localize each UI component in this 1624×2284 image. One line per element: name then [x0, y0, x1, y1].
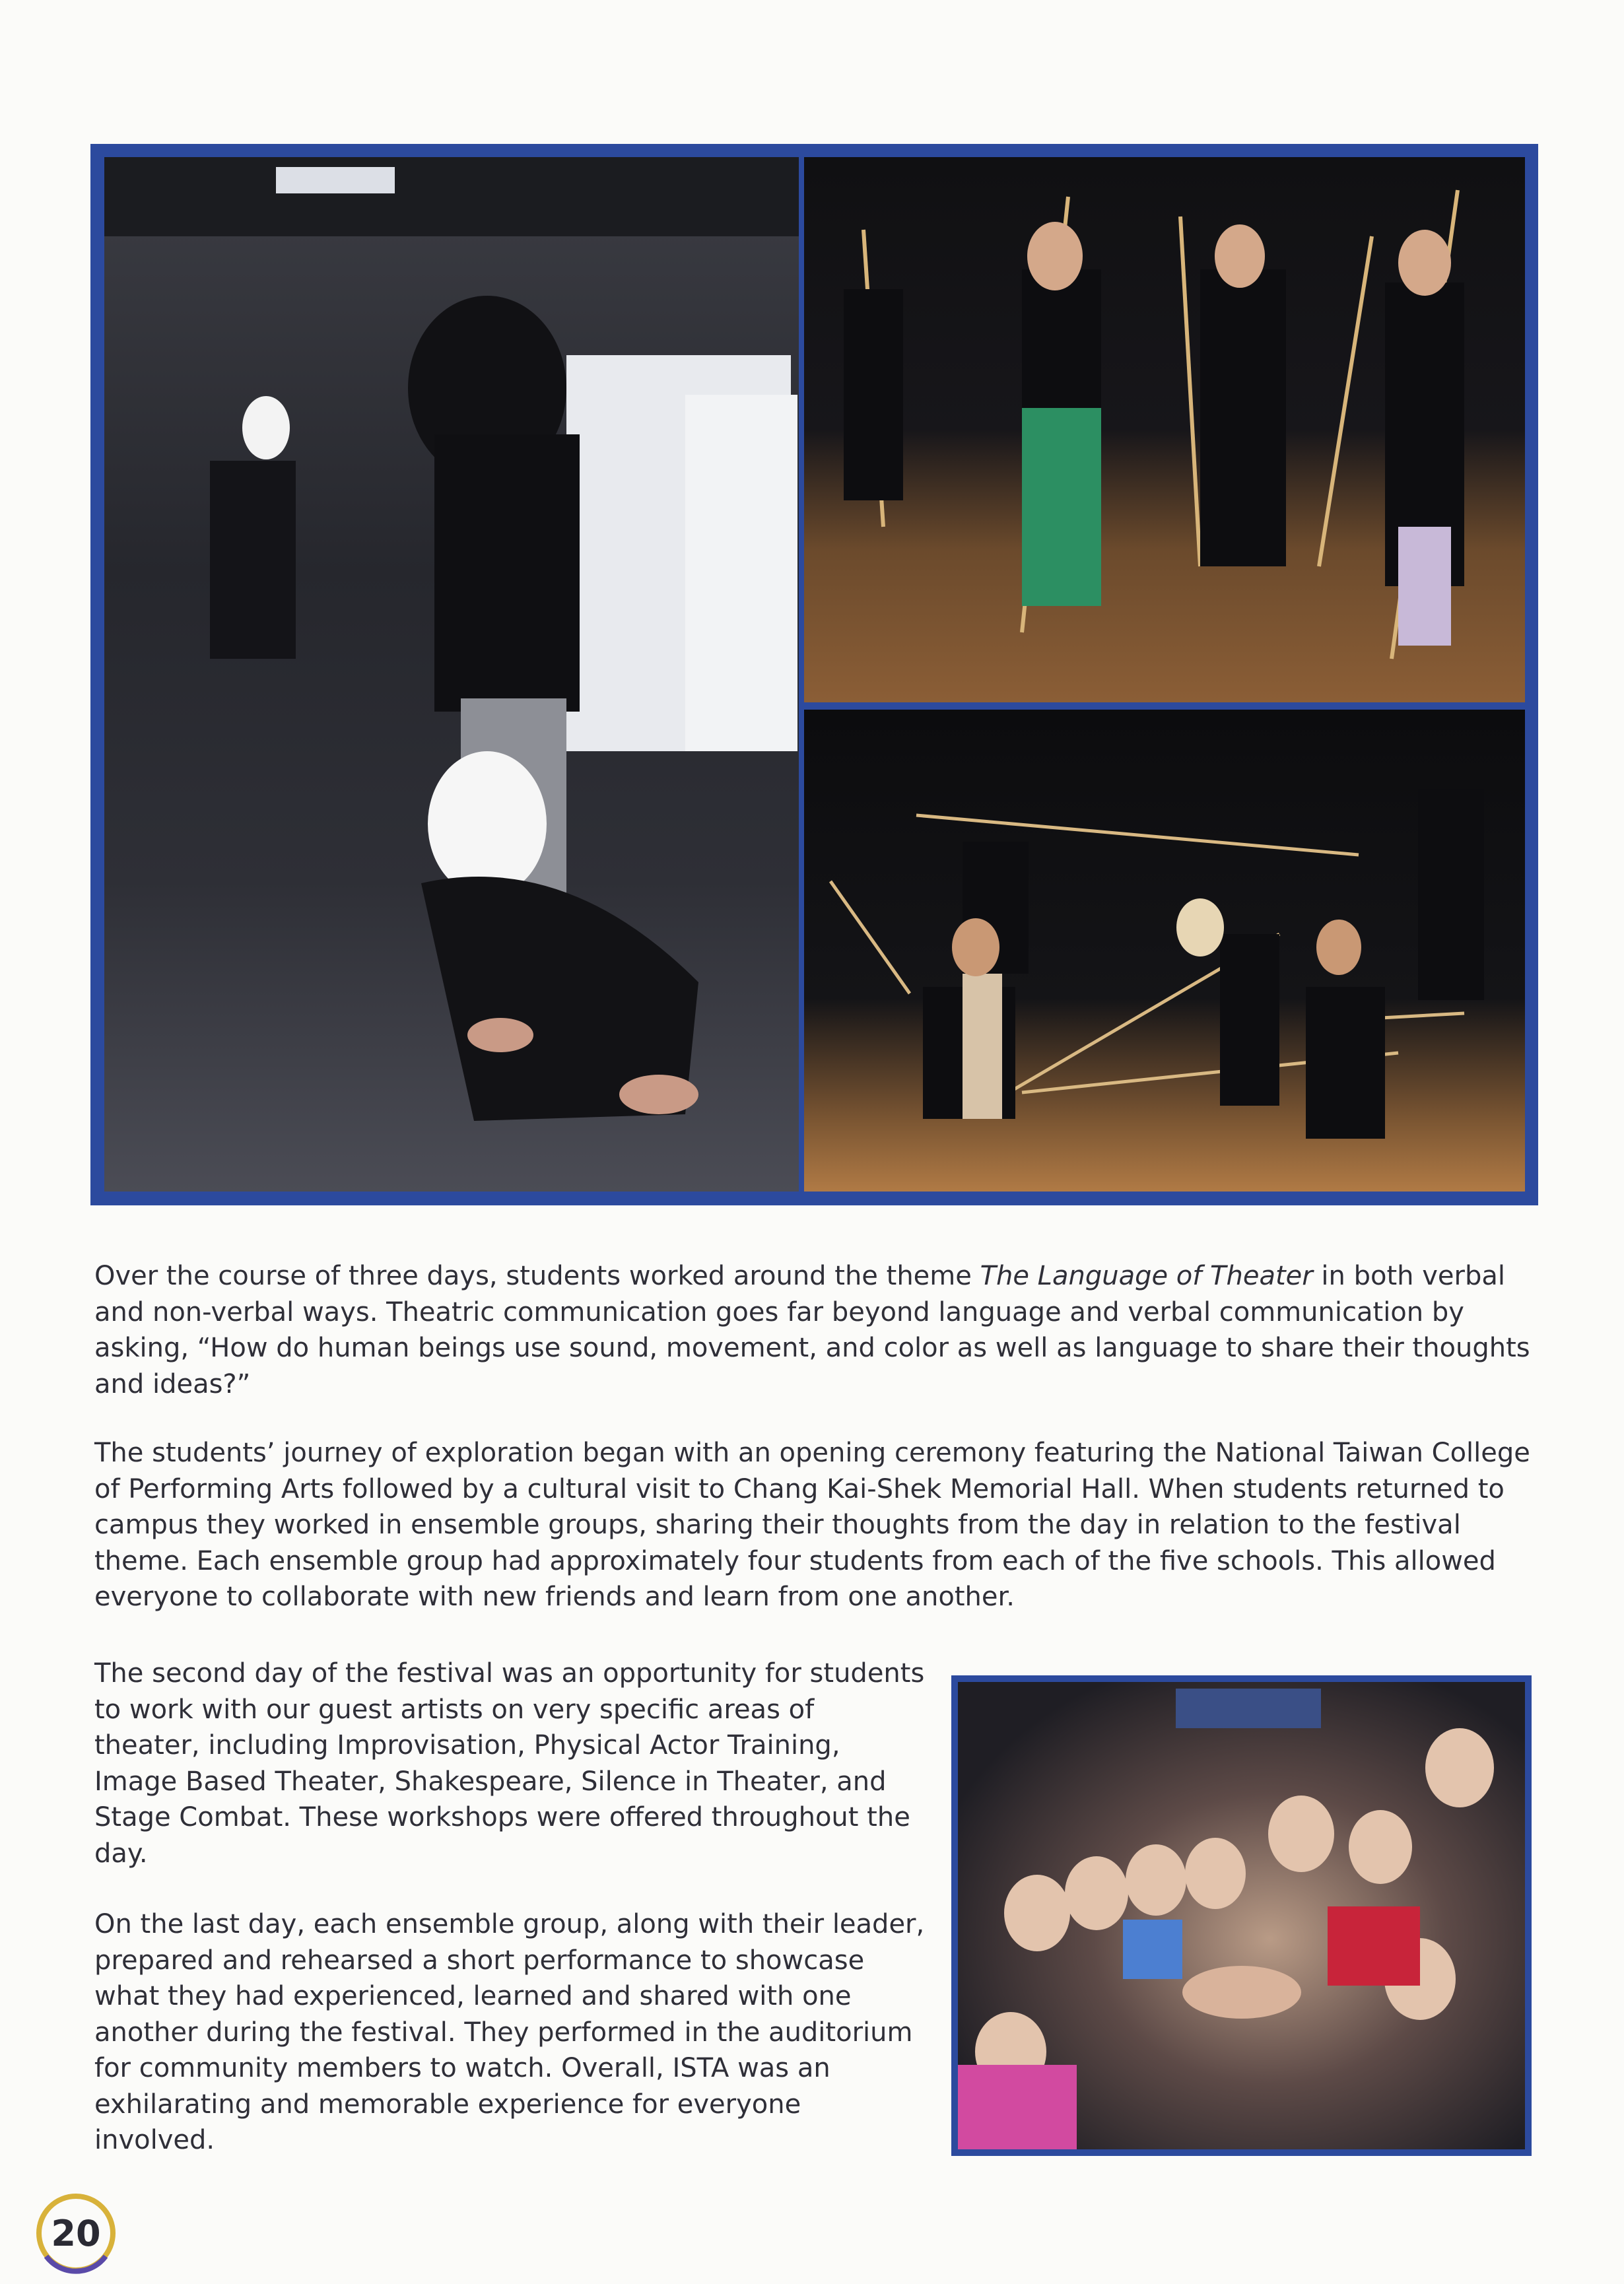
- paragraph-last-day: On the last day, each ensemble group, along with their leader, prepared and rehearsed a short performance to showcase what they had experienced, learned and shared with one another during the festival. They performed in the auditorium for community members to watch. Overall, ISTA was an exhilarating and memorable experience for everyone involved.: [94, 1909, 925, 2155]
- paragraph-intro: [94, 1258, 1547, 1402]
- photo-students-with-ropes: [804, 710, 1525, 1192]
- festival-theme-title: The Language of Theater: [980, 1261, 1313, 1291]
- paragraph-intro-start: Over the course of three days, students worked around the theme: [94, 1261, 980, 1291]
- paragraph-second-day: The second day of the festival was an opportunity for students to work with our guest artists on very specific areas of theater, including Improvisation, Physical Actor Training, Image Based Theater, Shakespeare, Silence in Theater, and Stage Combat. These workshops were offered throughout the day.: [94, 1658, 925, 1869]
- photo-group-circle-hands: [958, 1682, 1525, 2149]
- page-number: 20: [51, 2212, 101, 2254]
- paragraph-journey: The students’ journey of exploration began with an opening ceremony featuring the National Taiwan College of Performing Arts followed by a cultural visit to Chang Kai-Shek Memorial Hall. When students returned to campus they worked in ensemble groups, sharing their thoughts from the day in relation to the festival theme. Each ensemble group had approximately four students from each of the five schools. This allowed everyone to collaborate with new friends and learn from one another.: [94, 1438, 1530, 1612]
- paragraph-intro-end: in both verbal and non-verbal ways. Theatric communication goes far beyond language and verbal communication by asking, “How do human beings use sound, movement, and color as well as language to share their thoughts and ideas?”: [94, 1261, 1530, 1399]
- photo-masked-students: [104, 157, 799, 1192]
- photo-students-with-poles: [804, 157, 1525, 702]
